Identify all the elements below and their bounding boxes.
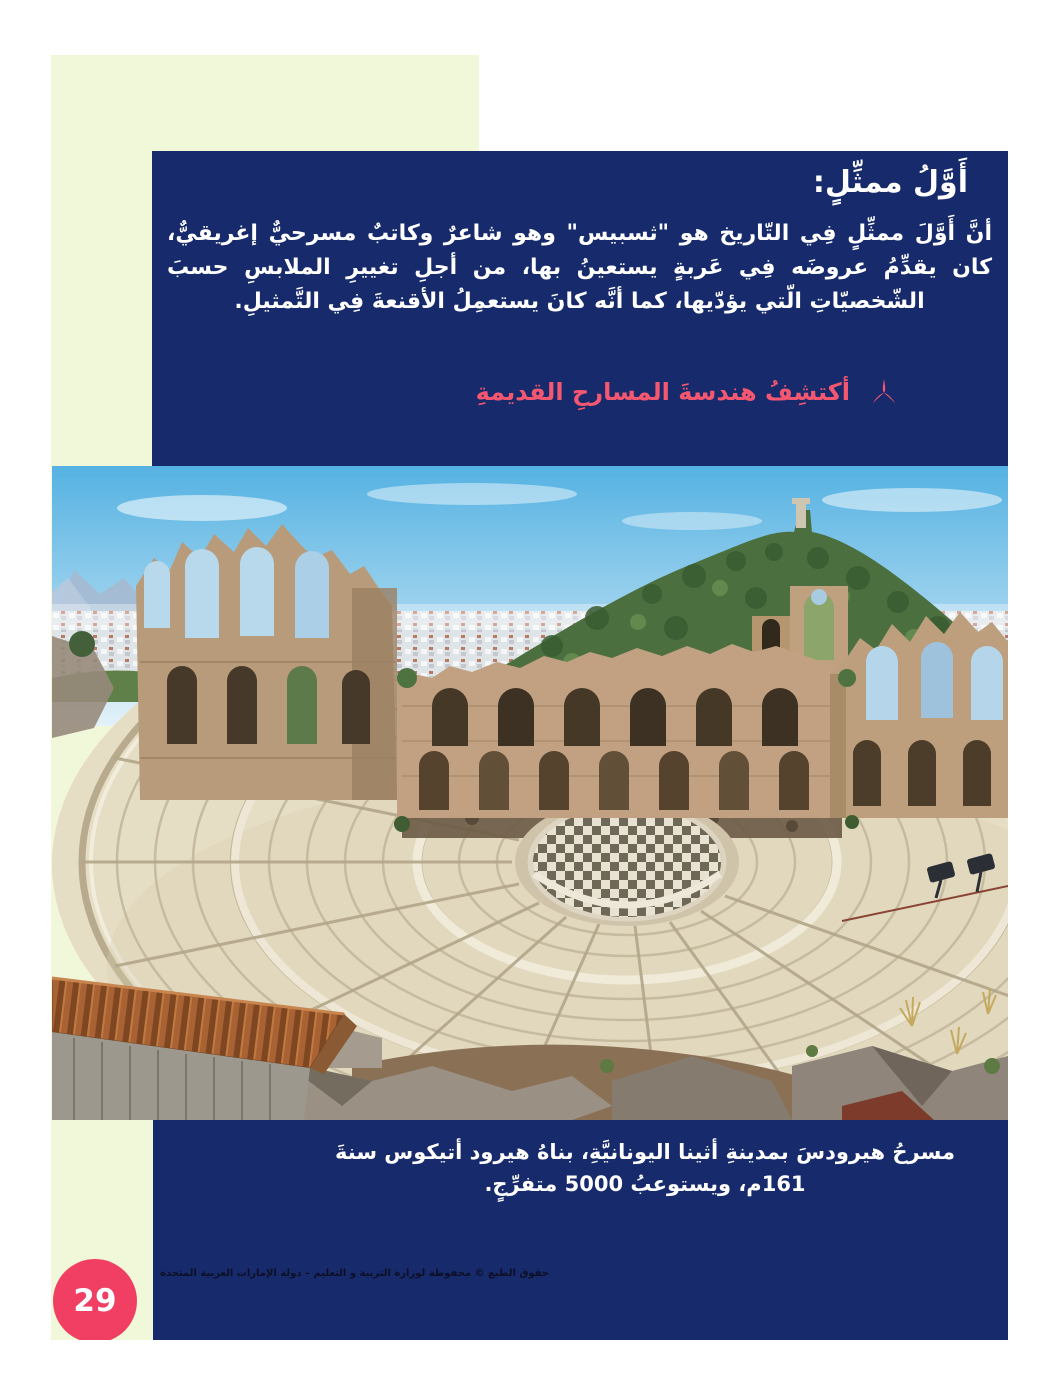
spark-marker-icon [870, 377, 898, 407]
figure-caption-box [153, 1120, 1008, 1340]
figure-caption: مسرحُ هيرودسَ بمدينةِ أثينا اليونانيَّةِ، بناهُ هيرود أتيكوس سنةَ 161م، ويستوعبُ 5000 متفرِّجٍ. [335, 1140, 955, 1196]
page-number-badge: 29 [53, 1259, 137, 1340]
discover-activity-row [476, 377, 898, 407]
discover-activity-label: أكتشِفُ هندسةَ المسارحِ القديمةِ [475, 378, 850, 406]
theatre-photo-illustration [52, 466, 1008, 1120]
lead-paragraph: أنَّ أَوَّلَ ممثِّلٍ فِي التّاريخ هو "ثسبيس" وهو شاعرٌ وكاتبٌ مسرحيٌّ إغريقيٌّ، كان يقدِّمُ عروضَه فِي عَربةٍ يستعينُ بها، من أجلِ تغييرِ الملابسِ حسبَ الشّخصيّاتِ الّتي يؤدّيها، كما أنَّه كانَ يستعمِلُ الأقنعةَ فِي التَّمثيلِ. [167, 221, 992, 314]
first-actor-info-box [152, 151, 1008, 466]
theatre-photo [52, 466, 1008, 1120]
section-title: أَوَّلُ ممثِّلٍ: [812, 165, 968, 200]
page-number [53, 1259, 139, 1340]
copyright-notice: حقوق الطبع © محفوظة لوزارة التربية و التعليم – دولة الإمارات العربية المتحدة [160, 1268, 549, 1279]
